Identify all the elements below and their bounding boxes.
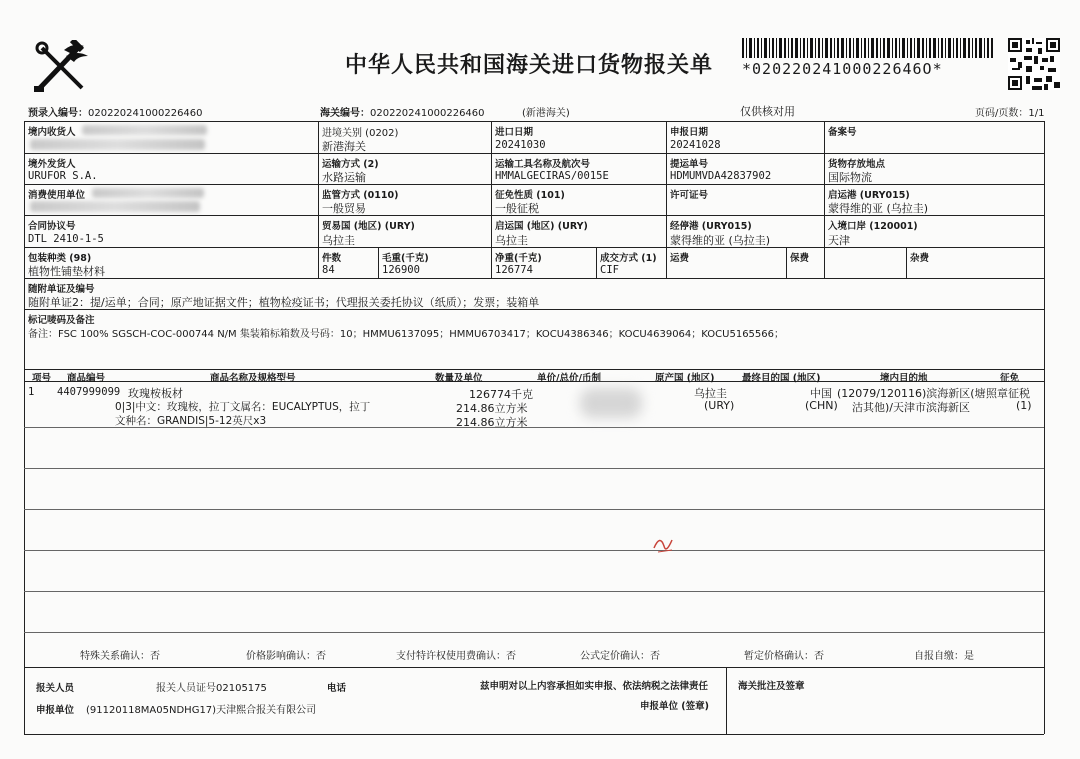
package-value: 植物性铺垫材料 bbox=[28, 265, 105, 278]
consignee-label: 境内收货人 bbox=[28, 127, 76, 138]
red-mark-icon bbox=[648, 528, 678, 556]
contract-value: DTL 2410-1-5 bbox=[28, 233, 104, 245]
redacted-consignee bbox=[82, 125, 207, 135]
entry-port-value: 天津 bbox=[828, 234, 850, 247]
package-label: 包装种类 (98) bbox=[28, 253, 92, 264]
item-qty-2: 214.86立方米 bbox=[456, 402, 528, 415]
prerecord-number: 020220241000226460 bbox=[88, 108, 203, 119]
declare-date-label: 申报日期 bbox=[670, 127, 709, 138]
item-dest-country: 中国 bbox=[810, 387, 832, 400]
storage-label: 货物存放地点 bbox=[828, 159, 886, 170]
port-value: 新港海关 bbox=[322, 140, 366, 153]
gross-weight-label: 毛重(千克) bbox=[382, 253, 429, 264]
unit-seal-label: 申报单位 (签章) bbox=[640, 701, 709, 712]
barcode-icon bbox=[742, 38, 994, 58]
trade-country-label: 贸易国 (地区) (URY) bbox=[322, 221, 415, 232]
item-spec-line1: 0|3|中文：玫瑰桉，拉丁文属名：EUCALYPTUS，拉丁 bbox=[115, 401, 371, 413]
customs-emblem-icon bbox=[30, 40, 92, 96]
redacted-price bbox=[580, 388, 642, 418]
qr-code-icon bbox=[1008, 38, 1060, 90]
bl-value: HDMUMVDA42837902 bbox=[670, 170, 772, 182]
gross-weight-value: 126900 bbox=[382, 264, 420, 276]
origin-country-label: 启运国 (地区) (URY) bbox=[495, 221, 588, 232]
marks-value: 备注：FSC 100% SGSCH-COC-000744 N/M 集装箱标箱数及号码：10；HMMU6137095；HMMU6703417；KOCU4386346；KOCU4639064；KOCU5165566； bbox=[28, 329, 785, 340]
item-destination-line1: (12079/120116)滨海新区(塘 bbox=[837, 387, 986, 400]
prerecord-label: 预录入编号： bbox=[28, 108, 88, 119]
col-price: 单价/总价/币制 bbox=[537, 373, 601, 384]
item-name: 玫瑰桉板材 bbox=[128, 387, 183, 400]
customs-number: 020220241000226460 bbox=[370, 108, 485, 119]
terms-value: CIF bbox=[600, 264, 619, 276]
declarant-cert: 报关人员证号02105175 bbox=[156, 683, 267, 694]
price-effect-confirm: 价格影响确认：否 bbox=[246, 651, 326, 662]
via-port-label: 经停港 (URY015) bbox=[670, 221, 752, 232]
item-levy-code: (1) bbox=[1016, 399, 1032, 412]
verify-note: 仅供核对用 bbox=[740, 105, 795, 118]
redacted-consignee-name bbox=[30, 139, 205, 150]
vessel-label: 运输工具名称及航次号 bbox=[495, 159, 591, 170]
item-qty-1: 126774千克 bbox=[469, 388, 533, 401]
col-quantity: 数量及单位 bbox=[435, 373, 483, 384]
col-commodity-code: 商品编号 bbox=[67, 373, 106, 384]
col-commodity-name: 商品名称及规格型号 bbox=[210, 373, 296, 384]
via-port-value: 蒙得维的亚 (乌拉圭) bbox=[670, 234, 771, 247]
consumer-label: 消费使用单位 bbox=[28, 190, 86, 201]
item-code: 4407999099 bbox=[57, 386, 121, 398]
customs-number-label: 海关编号： bbox=[320, 108, 370, 119]
redacted-consumer-name bbox=[30, 201, 200, 212]
item-destination-line2: 沽其他)/天津市滨海新区 bbox=[852, 401, 970, 414]
departure-value: 蒙得维的亚 (乌拉圭) bbox=[828, 202, 929, 215]
trade-country-value: 乌拉圭 bbox=[322, 234, 355, 247]
declarant-label: 报关人员 bbox=[36, 683, 75, 694]
declare-date: 20241028 bbox=[670, 139, 721, 151]
import-date-label: 进口日期 bbox=[495, 127, 534, 138]
col-item-no: 项号 bbox=[32, 373, 52, 384]
terms-label: 成交方式 (1) bbox=[600, 253, 657, 264]
item-spec-line2: 文种名：GRANDIS|5-12英尺x3 bbox=[115, 415, 267, 427]
item-levy: 照章征税 bbox=[986, 387, 1030, 400]
customs-office: (新港海关) bbox=[522, 108, 570, 119]
entry-port-label: 入境口岸 (120001) bbox=[828, 221, 918, 232]
item-dest-country-code: (CHN) bbox=[805, 399, 838, 412]
pieces-value: 84 bbox=[322, 264, 335, 276]
provisional-price-confirm: 暂定价格确认：否 bbox=[744, 651, 824, 662]
contract-label: 合同协议号 bbox=[28, 221, 76, 232]
marks-label: 标记唛码及备注 bbox=[28, 315, 95, 326]
item-no: 1 bbox=[28, 386, 35, 398]
port-label: 进境关别 (0202) bbox=[322, 128, 399, 139]
origin-country-value: 乌拉圭 bbox=[495, 234, 528, 247]
license-label: 许可证号 bbox=[670, 190, 709, 201]
storage-value: 国际物流 bbox=[828, 171, 872, 184]
net-weight-value: 126774 bbox=[495, 264, 533, 276]
docs-value: 随附单证2：提/运单；合同；原产地证据文件；植物检疫证书；代理报关委托协议（纸质）；发票；装箱单 bbox=[28, 296, 540, 309]
net-weight-label: 净重(千克) bbox=[495, 253, 542, 264]
page-title: 中华人民共和国海关进口货物报关单 bbox=[345, 53, 714, 78]
barcode-number: *02022024100022646O* bbox=[742, 60, 943, 78]
levy-value: 一般征税 bbox=[495, 202, 539, 215]
unit-value: (91120118MA05NDHG17)天津熙合报关有限公司 bbox=[86, 705, 317, 716]
supervision-label: 监管方式 (0110) bbox=[322, 190, 399, 201]
shipper-label: 境外发货人 bbox=[28, 159, 76, 170]
shipper-value: URUFOR S.A. bbox=[28, 170, 98, 182]
col-levy: 征免 bbox=[1000, 373, 1020, 384]
self-pay-confirm: 自报自缴：是 bbox=[914, 651, 974, 662]
departure-label: 启运港 (URY015) bbox=[828, 190, 910, 201]
item-origin-code: (URY) bbox=[704, 399, 735, 412]
unit-label: 申报单位 bbox=[36, 705, 75, 716]
item-origin: 乌拉圭 bbox=[694, 387, 727, 400]
col-destination: 境内目的地 bbox=[880, 373, 928, 384]
import-date: 20241030 bbox=[495, 139, 546, 151]
page-count: 页码/页数：1/1 bbox=[975, 108, 1045, 119]
legal-statement: 兹申明对以上内容承担如实申报、依法纳税之法律责任 bbox=[480, 681, 709, 692]
customs-sign-label: 海关批注及签章 bbox=[738, 681, 805, 692]
supervision-value: 一般贸易 bbox=[322, 202, 366, 215]
freight-label: 运费 bbox=[670, 253, 690, 264]
insurance-label: 保费 bbox=[790, 253, 810, 264]
royalty-confirm: 支付特许权使用费确认：否 bbox=[396, 651, 516, 662]
phone-label: 电话 bbox=[327, 683, 347, 694]
docs-label: 随附单证及编号 bbox=[28, 284, 95, 295]
transport-value: 水路运输 bbox=[322, 171, 366, 184]
redacted-consumer bbox=[92, 188, 204, 198]
vessel-value: HMMALGECIRAS/0015E bbox=[495, 170, 609, 182]
levy-label: 征免性质 (101) bbox=[495, 190, 565, 201]
item-qty-3: 214.86立方米 bbox=[456, 416, 528, 429]
col-dest-country: 最终目的国 (地区) bbox=[742, 373, 821, 384]
transport-label: 运输方式 (2) bbox=[322, 159, 379, 170]
record-label: 备案号 bbox=[828, 127, 857, 138]
misc-fee-label: 杂费 bbox=[910, 253, 930, 264]
formula-price-confirm: 公式定价确认：否 bbox=[580, 651, 660, 662]
col-origin: 原产国 (地区) bbox=[655, 373, 715, 384]
pieces-label: 件数 bbox=[322, 253, 342, 264]
bl-label: 提运单号 bbox=[670, 159, 709, 170]
special-relation-confirm: 特殊关系确认：否 bbox=[80, 651, 160, 662]
